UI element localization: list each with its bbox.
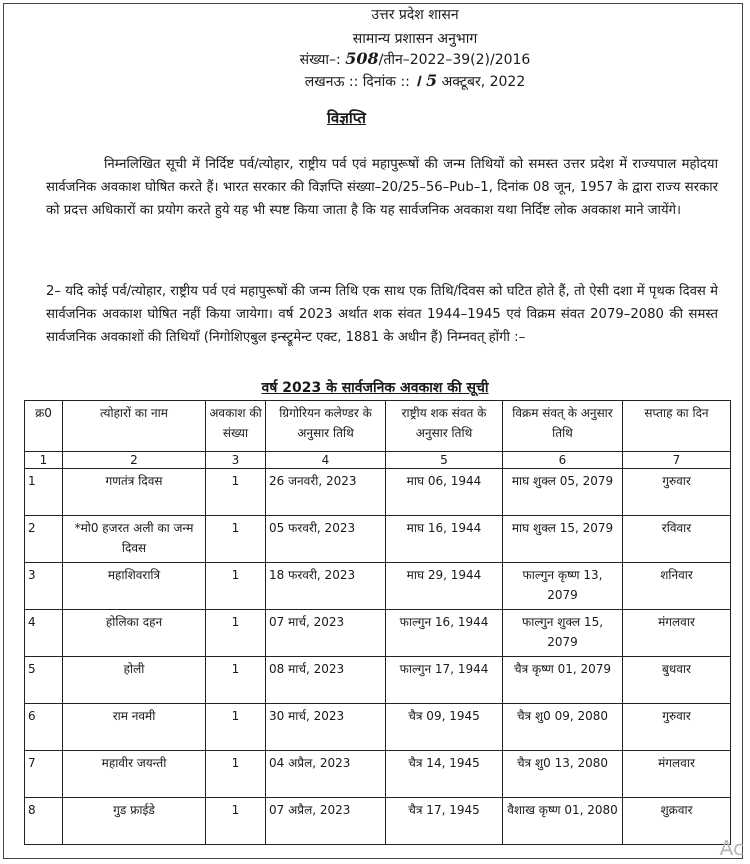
cell-weekday: मंगलवार bbox=[623, 610, 731, 657]
cell-festival-name: महाशिवरात्रि bbox=[63, 563, 206, 610]
column-number: 2 bbox=[63, 452, 206, 469]
reference-handwritten-number: 508 bbox=[345, 49, 379, 68]
table-row bbox=[25, 798, 731, 845]
table-row bbox=[25, 704, 731, 751]
cell-vikram-date: फाल्गुन कृष्ण 13, 2079 bbox=[503, 563, 623, 610]
table-row bbox=[25, 610, 731, 657]
cell-vikram-date: माघ शुक्ल 05, 2079 bbox=[503, 469, 623, 516]
cell-weekday: रविवार bbox=[623, 516, 731, 563]
cell-saka-date: माघ 29, 1944 bbox=[386, 563, 503, 610]
cell-gregorian-date: 07 मार्च, 2023 bbox=[266, 610, 386, 657]
cell-festival-name: होली bbox=[63, 657, 206, 704]
cell-weekday: शनिवार bbox=[623, 563, 731, 610]
cell-festival-name: होलिका दहन bbox=[63, 610, 206, 657]
table-row bbox=[25, 657, 731, 704]
column-number: 5 bbox=[386, 452, 503, 469]
cell-weekday: शुक्रवार bbox=[623, 798, 731, 845]
column-number: 4 bbox=[266, 452, 386, 469]
cell-saka-date: माघ 16, 1944 bbox=[386, 516, 503, 563]
column-number: 3 bbox=[206, 452, 266, 469]
cell-gregorian-date: 26 जनवरी, 2023 bbox=[266, 469, 386, 516]
header-date bbox=[40, 72, 750, 91]
column-header: क्र0 bbox=[25, 401, 63, 452]
cell-festival-name: गणतंत्र दिवस bbox=[63, 469, 206, 516]
column-header: अवकाश की संख्या bbox=[206, 401, 266, 452]
cell-gregorian-date: 18 फरवरी, 2023 bbox=[266, 563, 386, 610]
cell-saka-date: चैत्र 17, 1945 bbox=[386, 798, 503, 845]
cell-holiday-count: 1 bbox=[206, 798, 266, 845]
cell-vikram-date: वैशाख कृष्ण 01, 2080 bbox=[503, 798, 623, 845]
date-prefix: लखनऊ :: दिनांक :: bbox=[304, 74, 410, 90]
cell-sno: 2 bbox=[25, 516, 63, 563]
column-header: त्योहारों का नाम bbox=[63, 401, 206, 452]
cell-saka-date: फाल्गुन 17, 1944 bbox=[386, 657, 503, 704]
cell-vikram-date: चैत्र शु0 09, 2080 bbox=[503, 704, 623, 751]
date-suffix: अक्टूबर, 2022 bbox=[441, 74, 526, 90]
cell-gregorian-date: 08 मार्च, 2023 bbox=[266, 657, 386, 704]
cell-weekday: गुरुवार bbox=[623, 704, 731, 751]
table-row bbox=[25, 469, 731, 516]
cell-sno: 3 bbox=[25, 563, 63, 610]
column-header: सप्ताह का दिन bbox=[623, 401, 731, 452]
cell-festival-name: महावीर जयन्ती bbox=[63, 751, 206, 798]
cell-sno: 4 bbox=[25, 610, 63, 657]
column-header: राष्ट्रीय शक संवत के अनुसार तिथि bbox=[386, 401, 503, 452]
cell-vikram-date: फाल्गुन शुक्ल 15, 2079 bbox=[503, 610, 623, 657]
header-state-government: उत्तर प्रदेश शासन bbox=[371, 7, 459, 23]
column-header: ग्रिगोरियन कलेण्डर के अनुसार तिथि bbox=[266, 401, 386, 452]
cell-gregorian-date: 07 अप्रैल, 2023 bbox=[266, 798, 386, 845]
date-handwritten-day: । 5 bbox=[414, 71, 438, 90]
column-number: 1 bbox=[25, 452, 63, 469]
column-number: 7 bbox=[623, 452, 731, 469]
cell-sno: 1 bbox=[25, 469, 63, 516]
cell-weekday: बुधवार bbox=[623, 657, 731, 704]
reference-prefix: संख्या–: bbox=[299, 52, 341, 68]
column-number: 6 bbox=[503, 452, 623, 469]
cell-vikram-date: चैत्र शु0 13, 2080 bbox=[503, 751, 623, 798]
cell-saka-date: चैत्र 14, 1945 bbox=[386, 751, 503, 798]
table-header-row bbox=[25, 401, 731, 452]
cell-sno: 6 bbox=[25, 704, 63, 751]
cell-gregorian-date: 05 फरवरी, 2023 bbox=[266, 516, 386, 563]
header-reference-number bbox=[40, 50, 750, 69]
cell-festival-name: राम नवमी bbox=[63, 704, 206, 751]
paragraph-1: निम्नलिखित सूची में निर्दिष्ट पर्व/त्योहार, राष्ट्रीय पर्व एवं महापुरूषों की जन्म तिथियों को समस्त उत्तर प्रदेश में राज्यपाल महोदया सार्वजनिक अवकाश घोषित करते हैं। भारत सरकार की विज्ञप्ति संख्या–20/25–56–Pub–1, दिनांक 08 जून, 1957 के द्वारा राज्य सरकार को प्रदत्त अधिकारों का प्रयोग करते हुये यह भी स्पष्ट किया जाता है कि यह सार्वजनिक अवकाश यथा निर्दिष्ट लोक अवकाश माने जायेंगे। bbox=[46, 157, 718, 218]
paragraph-2: 2– यदि कोई पर्व/त्योहार, राष्ट्रीय पर्व एवं महापुरूषों की जन्म तिथि एक साथ एक तिथि/दिवस को घटित होते हैं, तो ऐसी दशा में पृथक दिवस मे सार्वजनिक अवकाश घोषित नहीं किया जायेगा। वर्ष 2023 अर्थात शक संवत 1944–1945 एवं विक्रम संवत 2079–2080 की समस्त सार्वजनिक अवकाशों की तिथियाँ (निगोशिएबुल इन्स्ट्रूमेन्ट एक्ट, 1881 के अधीन हैं) निम्नवत् होंगी :– bbox=[46, 284, 718, 345]
holiday-table bbox=[24, 400, 731, 845]
cell-festival-name: *मो0 हजरत अली का जन्म दिवस bbox=[63, 516, 206, 563]
notice-title: विज्ञप्ति bbox=[327, 109, 366, 127]
cell-sno: 8 bbox=[25, 798, 63, 845]
cell-weekday: गुरुवार bbox=[623, 469, 731, 516]
cell-holiday-count: 1 bbox=[206, 610, 266, 657]
cell-holiday-count: 1 bbox=[206, 657, 266, 704]
cell-holiday-count: 1 bbox=[206, 704, 266, 751]
cell-gregorian-date: 30 मार्च, 2023 bbox=[266, 704, 386, 751]
cell-gregorian-date: 04 अप्रैल, 2023 bbox=[266, 751, 386, 798]
cell-festival-name: गुड फ्राईडे bbox=[63, 798, 206, 845]
table-title: वर्ष 2023 के सार्वजनिक अवकाश की सूची bbox=[261, 380, 489, 396]
reference-suffix: /तीन–2022–39(2)/2016 bbox=[378, 52, 531, 68]
watermark-text: Ac bbox=[719, 836, 744, 860]
cell-saka-date: फाल्गुन 16, 1944 bbox=[386, 610, 503, 657]
cell-holiday-count: 1 bbox=[206, 751, 266, 798]
table-row bbox=[25, 751, 731, 798]
cell-sno: 5 bbox=[25, 657, 63, 704]
column-header: विक्रम संवत् के अनुसार तिथि bbox=[503, 401, 623, 452]
cell-sno: 7 bbox=[25, 751, 63, 798]
cell-saka-date: माघ 06, 1944 bbox=[386, 469, 503, 516]
table-row bbox=[25, 563, 731, 610]
header-department: सामान्य प्रशासन अनुभाग bbox=[352, 31, 478, 47]
cell-vikram-date: चैत्र कृष्ण 01, 2079 bbox=[503, 657, 623, 704]
cell-holiday-count: 1 bbox=[206, 516, 266, 563]
cell-weekday: मंगलवार bbox=[623, 751, 731, 798]
column-number-row bbox=[25, 452, 731, 469]
cell-saka-date: चैत्र 09, 1945 bbox=[386, 704, 503, 751]
cell-holiday-count: 1 bbox=[206, 563, 266, 610]
table-row bbox=[25, 516, 731, 563]
cell-holiday-count: 1 bbox=[206, 469, 266, 516]
cell-vikram-date: माघ शुक्ल 15, 2079 bbox=[503, 516, 623, 563]
